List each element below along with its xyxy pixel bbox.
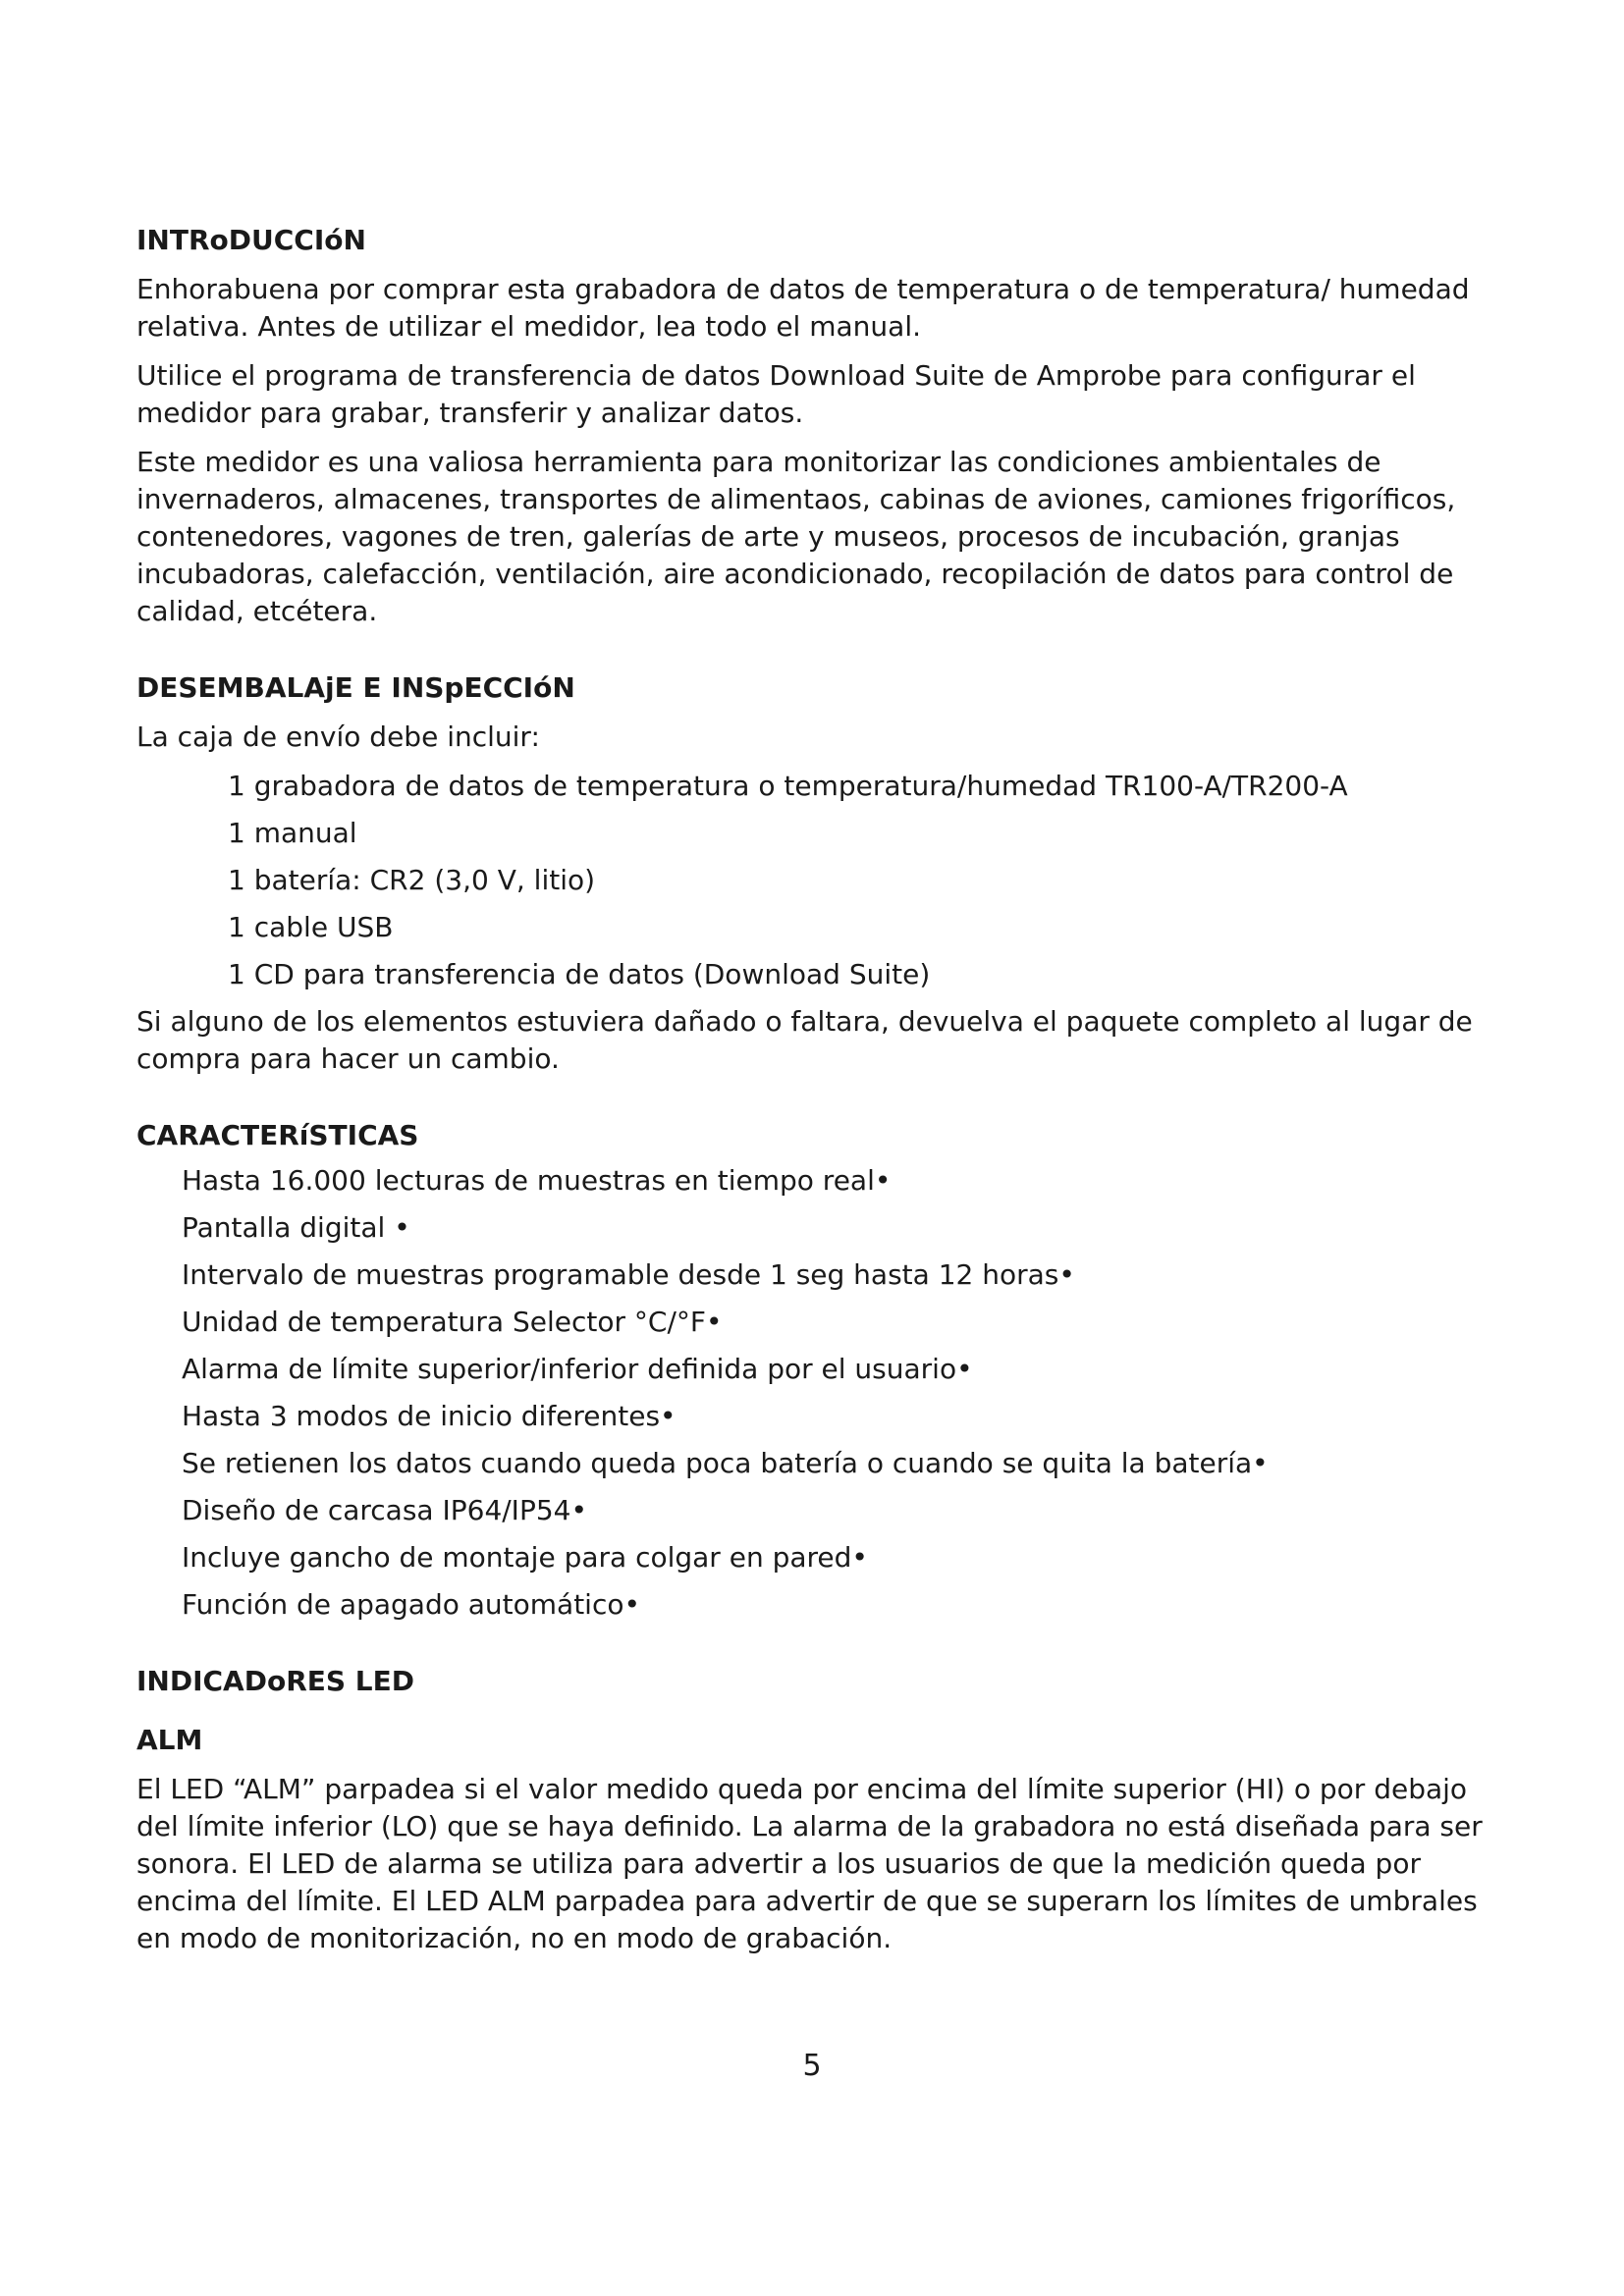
paragraph: Si alguno de los elementos estuviera dañado o faltara, devuelva el paquete completo al lugar de compra para hacer un cambio. xyxy=(136,1005,1473,1075)
section-led-indicators xyxy=(136,1663,1511,1957)
features-list xyxy=(136,1162,1511,1624)
paragraph: Este medidor es una valiosa herramienta para monitorizar las condiciones ambientales de invernaderos, almacenes, transportes de alimentaos, cabinas de aviones, camiones frigoríficos, contenedores, vagones de tren, galerías de arte y museos, procesos de incubación, granjas incubadoras, calefacción, ventilación, aire acondicionado, recopilación de datos para control de calidad, etcétera. xyxy=(136,446,1456,627)
list-item: 1 manual xyxy=(228,817,357,849)
list-item: 1 cable USB xyxy=(228,911,394,943)
list-item: Pantalla digital • xyxy=(182,1211,410,1244)
list-item: 1 grabadora de datos de temperatura o temperatura/humedad TR100-A/TR200-A xyxy=(228,770,1348,802)
paragraph: El LED “ALM” parpadea si el valor medido queda por encima del límite superior (HI) o por debajo del límite inferior (LO) que se haya definido. La alarma de la grabadora no está diseñada para ser sonora. El LED de alarma se utiliza para advertir a los usuarios de que la medición queda por encima del límite. El LED ALM parpadea para advertir de que se superarn los límites de umbrales en modo de monitorización, no en modo de grabación. xyxy=(136,1773,1483,1954)
paragraph: La caja de envío debe incluir: xyxy=(136,721,540,753)
paragraph: Enhorabuena por comprar esta grabadora de datos de temperatura o de temperatura/ humedad relativa. Antes de utilizar el medidor, lea todo el manual. xyxy=(136,273,1470,343)
paragraph: Utilice el programa de transferencia de datos Download Suite de Amprobe para configurar el medidor para grabar, transferir y analizar datos. xyxy=(136,359,1416,429)
section-unpacking xyxy=(136,669,1511,1078)
list-item: Alarma de límite superior/inferior definida por el usuario• xyxy=(182,1353,973,1385)
list-item: Unidad de temperatura Selector °C/°F• xyxy=(182,1306,723,1338)
page-number: 5 xyxy=(802,2049,822,2083)
list-item: Se retienen los datos cuando queda poca batería o cuando se quita la batería• xyxy=(182,1447,1269,1479)
list-item: Hasta 3 modos de inicio diferentes• xyxy=(182,1400,677,1432)
section-title-features: CARACTERíSTICAS xyxy=(136,1119,419,1151)
list-item: 1 batería: CR2 (3,0 V, litio) xyxy=(228,864,596,896)
subsection-title-alm: ALM xyxy=(136,1724,203,1756)
list-item: Intervalo de muestras programable desde 1 seg hasta 12 horas• xyxy=(182,1258,1075,1291)
section-title-introduction: INTRoDUCCIóN xyxy=(136,224,366,256)
section-title-led-indicators: INDICADoRES LED xyxy=(136,1665,415,1697)
list-item: 1 CD para transferencia de datos (Download Suite) xyxy=(228,958,931,990)
box-contents-list xyxy=(136,768,1511,993)
list-item: Incluye gancho de montaje para colgar en pared• xyxy=(182,1541,868,1574)
section-title-unpacking: DESEMBALAjE E INSpECCIóN xyxy=(136,671,575,704)
list-item: Diseño de carcasa IP64/IP54• xyxy=(182,1494,587,1526)
list-item: Hasta 16.000 lecturas de muestras en tiempo real• xyxy=(182,1164,892,1197)
list-item: Función de apagado automático• xyxy=(182,1588,640,1621)
document-page xyxy=(136,222,1511,1957)
section-features xyxy=(136,1117,1511,1624)
section-introduction xyxy=(136,222,1511,630)
